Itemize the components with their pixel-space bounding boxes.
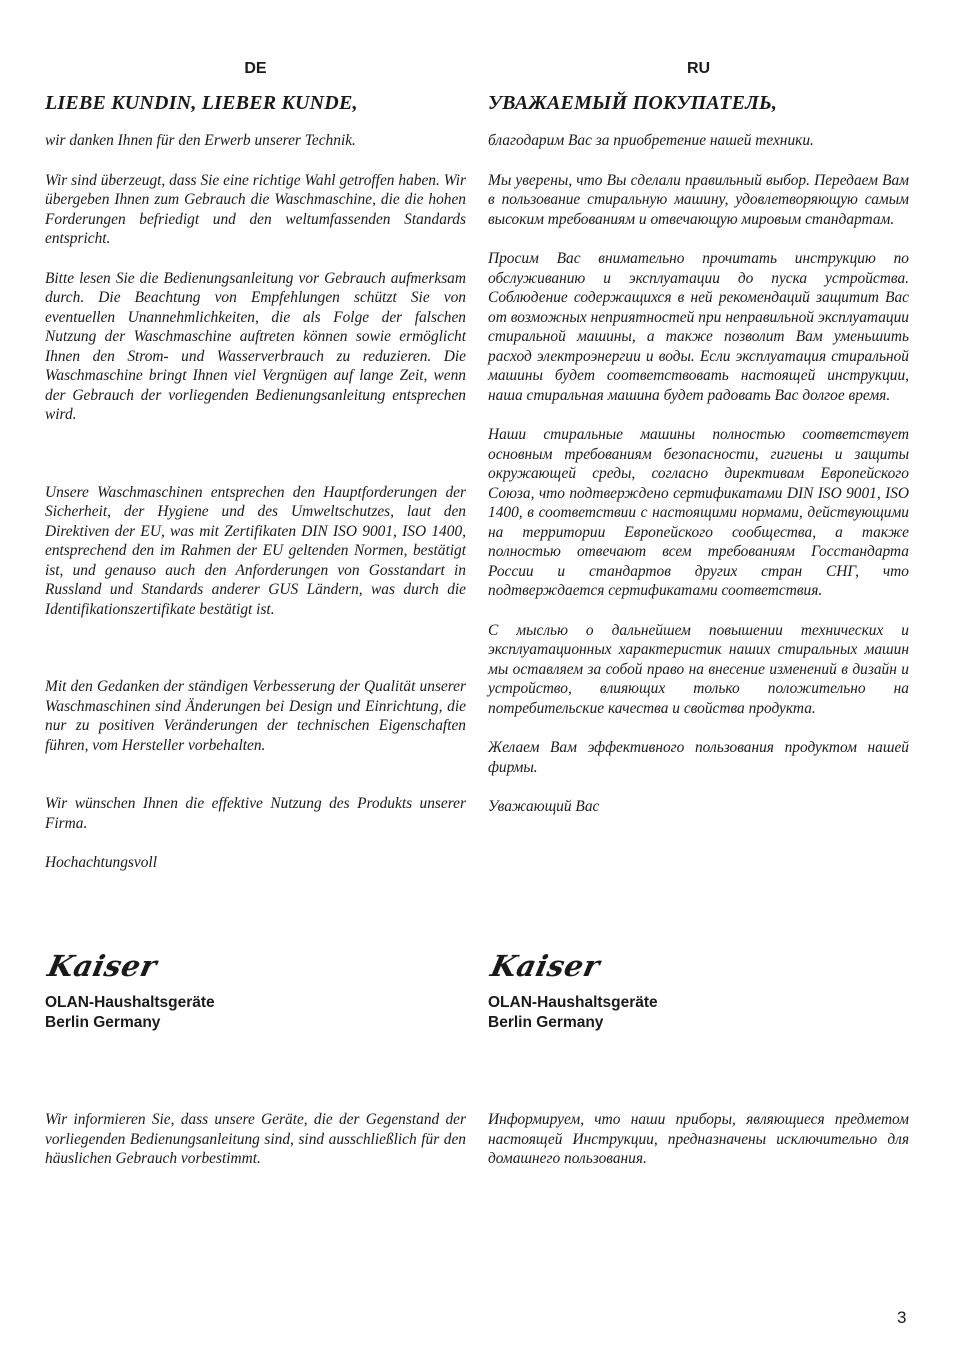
kaiser-logo: Kaiser: [487, 949, 604, 983]
paragraph-choice-ru: Мы уверены, что Вы сделали правильный выбор. Передаем Вам в пользование стиральную машину, удовлетворяющую самым высоким требованиям и отвечающую мировым стандартам.: [488, 171, 909, 228]
paragraph-choice-de: Wir sind überzeugt, dass Sie eine richtige Wahl getroffen haben. Wir übergeben Ihnen zum Gebrauch die Waschmaschine, die die hohen Forderungen befriedigt und den weltumfassenden Standards entspricht.: [45, 171, 466, 247]
company-name-de: OLAN-Haushaltsgeräte: [45, 994, 215, 1011]
greeting-ru: УВАЖАЕМЫЙ ПОКУПАТЕЛЬ,: [488, 92, 778, 114]
language-label-de: DE: [244, 60, 267, 77]
page-number: 3: [897, 1308, 907, 1327]
paragraph-certification-ru: Наши стиральные машины полностью соответствует основным требованиям безопасности, гигиены и защиты окружающей среды, согласно директивам Европейского Союза, что подтверждено сертификатами DIN ISO 9001, ISO 1400, в соответствии с настоящими нормами, действующими на территории Европейского сообщества, а также полностью отвечают всем требованиям Госстандарта России и стандартов других стран СНГ, что подтверждается сертификатами соответствия.: [488, 426, 909, 599]
column-russian: [487, 58, 909, 1167]
greeting-de: LIEBE KUNDIN, LIEBER KUNDE,: [45, 92, 358, 114]
closing-de: Hochachtungsvoll: [45, 854, 157, 871]
language-label-ru: RU: [686, 60, 711, 77]
paragraph-improvement-de: Mit den Gedanken der ständigen Verbesserung der Qualität unserer Waschmaschinen sind Änderungen bei Design und Einrichtung, die nur zu positiven Veränderungen der technischen Eigenschaften führen, vom Hersteller vorbehalten.: [45, 678, 466, 754]
paragraph-instructions-ru: Просим Вас внимательно прочитать инструкцию по обслуживанию и эксплуатации до пуска устройства. Соблюдение содержащихся в ней рекомендаций защитит Вас от возможных неприятностей при неправильной эксплуатации стиральной машины, а также позволит Вам уменьшить расход электроэнергии и воды. Если эксплуатация стиральной машины будет соответствовать настоящей инструкции, наша стиральная машина будет радовать Вас долгое время.: [488, 250, 909, 404]
company-location-de: Berlin Germany: [45, 1014, 161, 1031]
paragraph-thanks-ru: благодарим Вас за приобретение нашей техники.: [488, 132, 814, 149]
paragraph-thanks-de: wir danken Ihnen für den Erwerb unserer Technik.: [45, 132, 356, 149]
paragraph-instructions-de: Bitte lesen Sie die Bedienungsanleitung vor Gebrauch aufmerksam durch. Die Beachtung von Empfehlungen schützt Sie von eventuellen Unannehmlichkeiten, die als Folge der falschen Nutzung der Waschmaschine auftreten können sowie ermöglicht Ihnen den Strom- und Wasserverbrauch zu reduzieren. Die Waschmaschine bringt Ihnen viel Vergnügen auf lange Zeit, wenn der Gebrauch der vorliegenden Bedienungsanleitung entsprechen wird.: [45, 269, 466, 423]
household-use-notice-de: Wir informieren Sie, dass unsere Geräte, die der Gegenstand der vorliegenden Bedienungsanleitung sind, sind ausschließlich für den häuslichen Gebrauch vorbestimmt.: [45, 1111, 466, 1167]
kaiser-logo: Kaiser: [44, 949, 161, 983]
household-use-notice-ru: Информируем, что наши приборы, являющиеся предметом настоящей Инструкции, предназначены исключительно для домашнего пользования.: [488, 1111, 909, 1167]
column-german: [44, 58, 466, 1167]
company-location-ru: Berlin Germany: [488, 1014, 604, 1031]
closing-ru: Уважающий Вас: [488, 798, 600, 815]
paragraph-certification-de: Unsere Waschmaschinen entsprechen den Hauptforderungen der Sicherheit, der Hygiene und des Umweltschutzes, laut den Direktiven der EU, was mit Zertifikaten DIN ISO 9001, ISO 1400, entsprechend den im Rahmen der EU geltenden Normen, bestätigt ist, und genauso auch den Anforderungen von Gosstandart in Russland und Standards anderer GUS Ländern, was durch die Identifikationszertifikate bestätigt ist.: [45, 483, 466, 618]
paragraph-wishes-de: Wir wünschen Ihnen die effektive Nutzung des Produkts unserer Firma.: [45, 795, 466, 832]
paragraph-improvement-ru: С мыслью о дальнейшем повышении технических и эксплуатационных характеристик наших стиральных машин мы оставляем за собой право на внесение изменений в дизайн и устройство, влияющих только положительно на потребительские качества и свойства продукта.: [488, 621, 909, 717]
paragraph-wishes-ru: Желаем Вам эффективного пользования продуктом нашей фирмы.: [488, 739, 909, 776]
company-name-ru: OLAN-Haushaltsgeräte: [488, 994, 658, 1011]
